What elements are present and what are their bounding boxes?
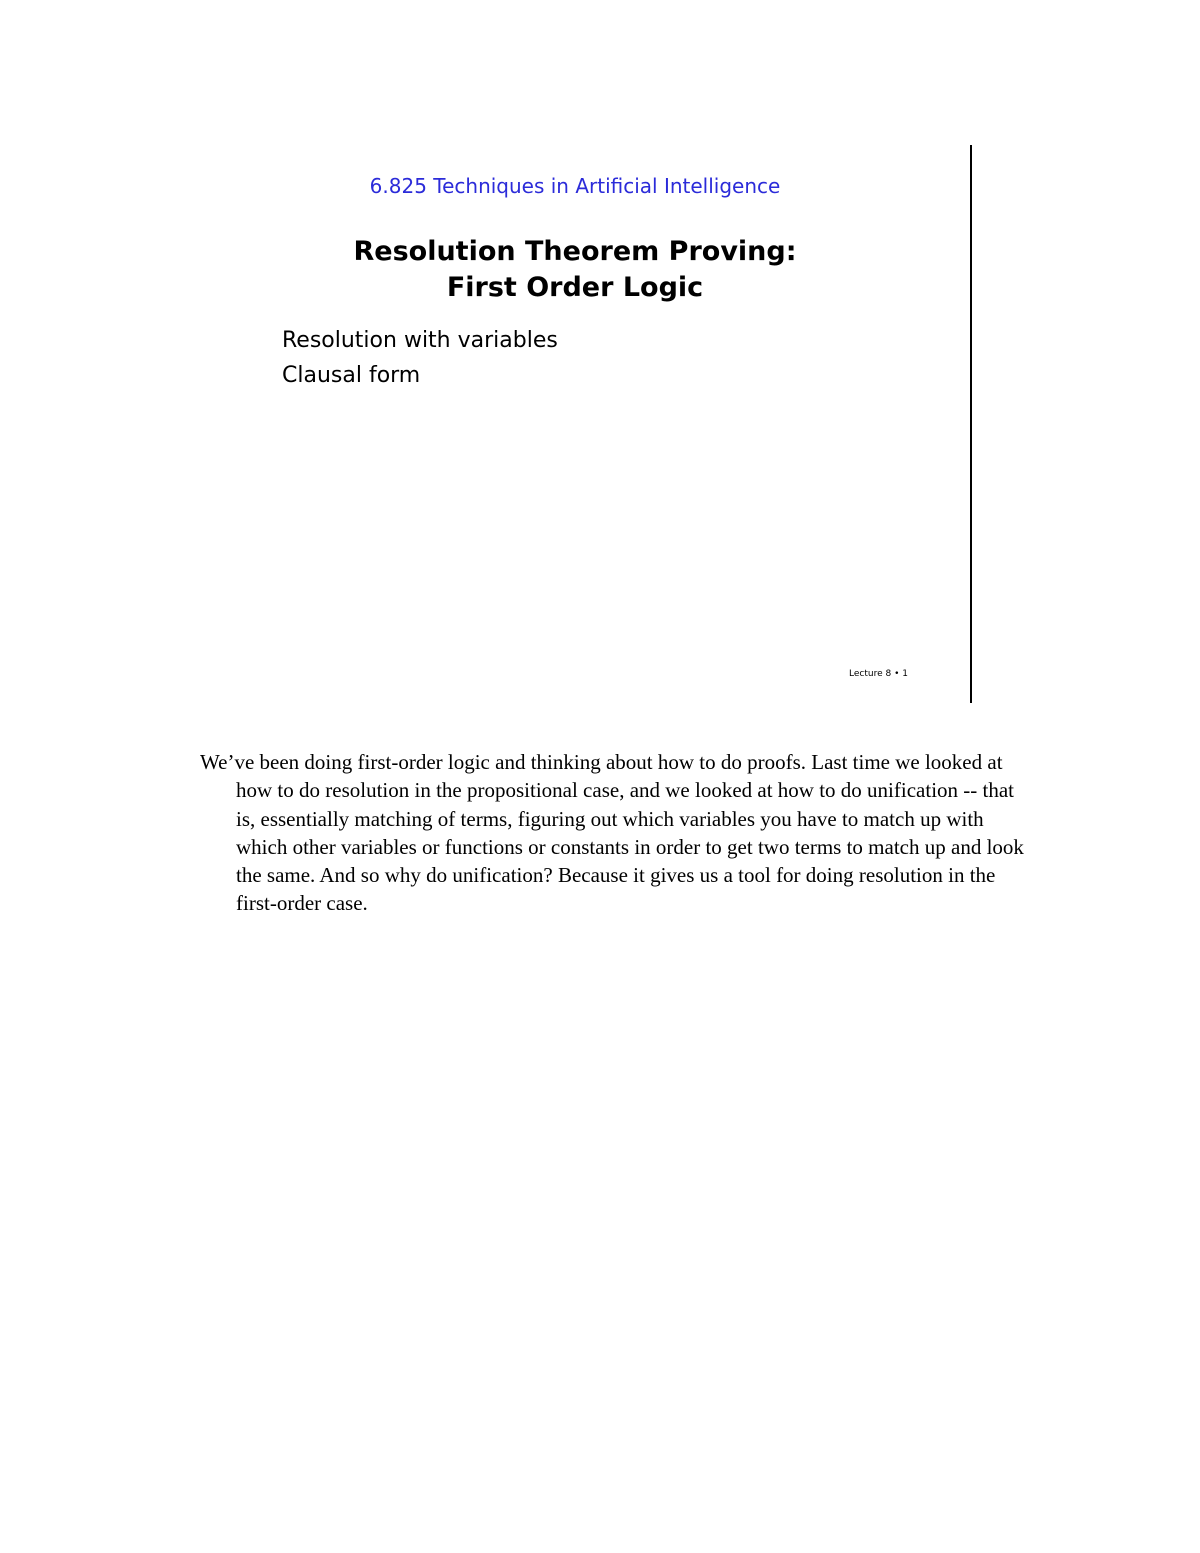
slide-bullet-item: Resolution with variables bbox=[282, 328, 558, 353]
slide-border-line bbox=[970, 145, 972, 703]
slide-number: Lecture 8 • 1 bbox=[849, 669, 908, 679]
course-title: 6.825 Techniques in Artificial Intelligence bbox=[369, 174, 781, 198]
slide-bullet-list bbox=[282, 323, 558, 393]
slide-bullet-item: Clausal form bbox=[282, 363, 421, 388]
lecture-notes-paragraph: We’ve been doing first-order logic and thinking about how to do proofs. Last time we looked at how to do resolution in the propositional case, and we looked at how to do unification -- that is, essentially matching of terms, figuring out which variables you have to match up with which other variables or functions or constants in order to get two terms to match up and look the same. And so why do unification? Because it gives us a tool for doing resolution in the first-order case. bbox=[200, 750, 1024, 916]
slide-title-line-2: First Order Logic bbox=[446, 272, 704, 303]
slide-title bbox=[240, 234, 910, 306]
slide-title-line-1: Resolution Theorem Proving: bbox=[353, 236, 797, 267]
